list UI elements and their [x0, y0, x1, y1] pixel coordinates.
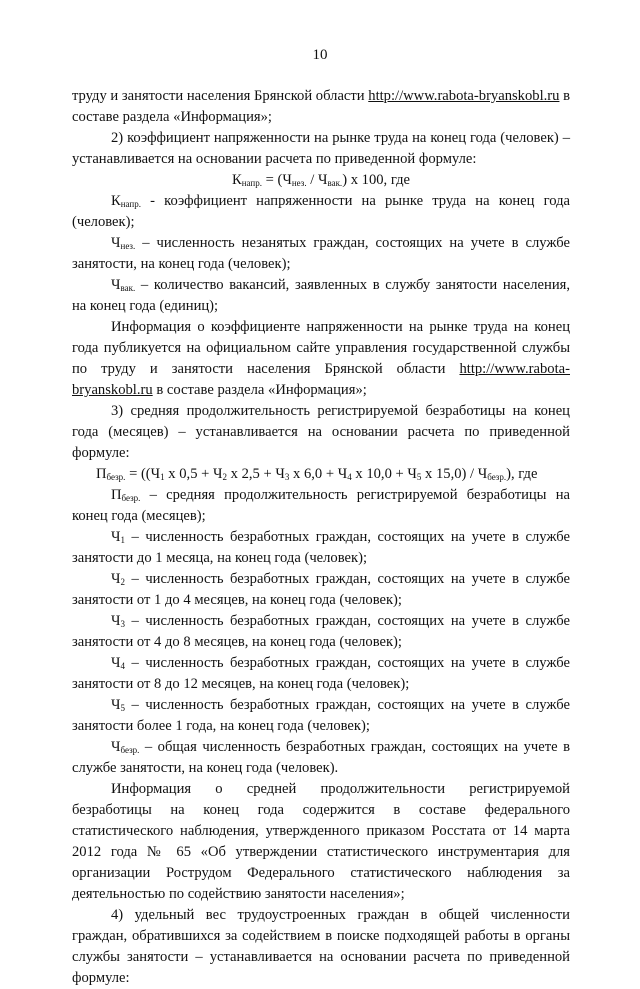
paragraph-info-duration: Информация о средней продолжительности регистрируемой безработицы на конец года содержится в составе федерального статистического наблюдения, утвержденного приказом Росстата от 14 марта 2012 года № 65 «Об утверждении статистического инструментария для организации Рострудом Федерального статистического наблюдения за деятельностью по содействию занятости населения»; — [72, 781, 570, 902]
rabota-link-1[interactable]: http://www.rabota-bryanskobl.ru — [368, 88, 560, 104]
definition-ch-5: $Ч_5$ – численность безработных граждан, состоящих на учете в службе занятости более 1 года, на конец года (человек); — [72, 697, 570, 734]
definition-ch-4: $Ч_4$ – численность безработных граждан, состоящих на учете в службе занятости от 8 до 12 месяцев, на конец года (человек); — [72, 655, 570, 692]
definition-ch-3: $Ч_3$ – численность безработных граждан, состоящих на учете в службе занятости от 4 до 8 месяцев, на конец года (человек); — [72, 613, 570, 650]
paragraph-info-tension: Информация о коэффициенте напряженности на рынке труда на конец года публикуется на официальном сайте управления государственной службы по труду и занятости населения Брянской области http://www.rabota-bryanskobl.ru в составе раздела «Информация»; — [72, 319, 570, 398]
definition-ch-1: $Ч_1$ – численность безработных граждан, состоящих на учете в службе занятости до 1 месяца, на конец года (человек); — [72, 529, 570, 566]
rabota-link-2[interactable]: http://www.rabota-bryanskobl.ru — [72, 361, 570, 398]
definition-k-napr: $К_{напр.}$ - коэффициент напряженности на рынке труда на конец года (человек); — [72, 193, 570, 230]
formula-duration: $П_{безр.} = ((Ч_1$ х $0,5 + Ч_2$ х $2,5 + Ч_3$ х $6,0 + Ч_4$ х $10,0 + Ч_5$ х $15,0) / Ч_{безр.}$), где — [96, 466, 538, 482]
paragraph-item-3: 3) средняя продолжительность регистрируемой безработицы на конец года (месяцев) – устанавливается на основании расчета по приведенной формуле: — [72, 403, 570, 461]
document-body — [72, 86, 570, 989]
page-number: 10 — [312, 47, 328, 63]
definition-ch-nez: $Ч_{нез.}$ – численность незанятых граждан, состоящих на учете в службе занятости, на конец года (человек); — [72, 235, 570, 272]
definition-ch-2: $Ч_2$ – численность безработных граждан, состоящих на учете в службе занятости от 1 до 4 месяцев, на конец года (человек); — [72, 571, 570, 608]
paragraph-item-4: 4) удельный вес трудоустроенных граждан в общей численности граждан, обратившихся за содействием в поиске подходящей работы в органы службы занятости – устанавливается на основании расчета по приведенной формуле: — [72, 907, 570, 986]
paragraph-item-2: 2) коэффициент напряженности на рынке труда на конец года (человек) – устанавливается на основании расчета по приведенной формуле: — [72, 130, 570, 167]
paragraph-intro: труду и занятости населения Брянской области http://www.rabota-bryanskobl.ru в составе раздела «Информация»; — [72, 88, 570, 125]
definition-ch-bezr: $Ч_{безр.}$ – общая численность безработных граждан, состоящих на учете в службе занятости, на конец года (человек). — [72, 739, 570, 776]
definition-p-bezr: $П_{безр.}$ – средняя продолжительность регистрируемой безработицы на конец года (месяцев); — [72, 487, 570, 524]
definition-ch-vak: $Ч_{вак.}$ – количество вакансий, заявленных в службу занятости населения, на конец года (единиц); — [72, 277, 570, 314]
formula-tension: $К_{напр.} = (Ч_{нез.} / Ч_{вак.})$ х 100, где — [231, 172, 410, 188]
